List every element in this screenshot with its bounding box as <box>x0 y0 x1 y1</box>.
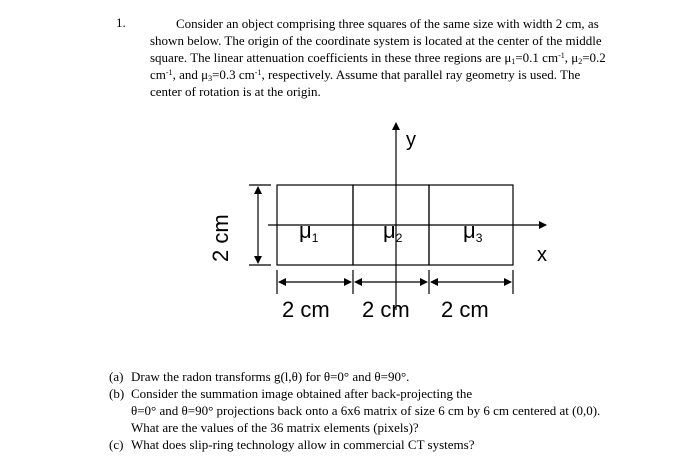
cm-unit: cm <box>150 67 166 82</box>
part-a-text: Draw the radon transforms g(l,θ) for θ=0° and θ=90°. <box>131 369 410 384</box>
width-label-1: 2 cm <box>282 297 330 322</box>
intro-line-2: shown below. The origin of the coordinate system is located at the center of the middle <box>150 33 602 48</box>
mu2-glyph: μ <box>383 218 396 243</box>
part-c-label: (c) <box>109 437 124 452</box>
mu2-value: =0.2 <box>582 50 606 65</box>
intro-line-4-end: , respectively. Assume that parallel ray geometry is used. The <box>261 67 581 82</box>
question-number: 1. <box>116 15 126 30</box>
mu3-sub: 3 <box>475 231 483 245</box>
mu1-subscript: 1 <box>511 57 516 66</box>
mu1-value: =0.1 cm <box>515 50 559 65</box>
mu3-value: =0.3 cm <box>212 67 255 82</box>
mu1-glyph: μ <box>299 218 312 243</box>
mu2-symbol: μ <box>571 50 579 65</box>
mu3-subscript: 3 <box>208 74 213 83</box>
mu1-symbol: μ <box>504 50 512 65</box>
mu3-glyph: μ <box>463 218 476 243</box>
inverse-exponent: -1 <box>254 68 262 77</box>
width-label-3: 2 cm <box>441 297 489 322</box>
intro-line-1: Consider an object comprising three squares of the same size with width 2 cm, as <box>176 16 599 31</box>
part-c-text: What does slip-ring technology allow in commercial CT systems? <box>131 437 475 452</box>
part-a-label: (a) <box>109 369 124 384</box>
y-axis-label: y <box>406 129 416 151</box>
intro-separator-1: , <box>564 50 572 65</box>
inverse-exponent: -1 <box>165 68 173 77</box>
part-c <box>109 436 689 453</box>
width-label-2: 2 cm <box>362 297 410 322</box>
region-label-mu1 <box>299 218 319 245</box>
x-axis-label: x <box>537 244 547 266</box>
part-b-continuation-1: θ=0° and θ=90° projections back onto a 6x6 matrix of size 6 cm by 6 cm centered at (0,0). <box>131 403 601 418</box>
region-label-mu2 <box>383 218 403 245</box>
height-label: 2 cm <box>208 214 233 262</box>
part-b-continuation-2: What are the values of the 36 matrix elements (pixels)? <box>131 420 419 435</box>
mu3-symbol: μ <box>201 67 209 82</box>
intro-line-5: center of rotation is at the origin. <box>150 84 321 99</box>
part-b-label: (b) <box>109 386 125 401</box>
part-b-text: Consider the summation image obtained after back-projecting the <box>131 386 473 401</box>
inverse-exponent: -1 <box>558 51 565 60</box>
intro-separator-2: , and <box>172 67 202 82</box>
region-label-mu3 <box>463 218 483 245</box>
mu2-subscript: 2 <box>578 57 583 66</box>
intro-line-3-text: square. The linear attenuation coefficients in these three regions are <box>150 50 502 65</box>
part-a <box>109 368 689 385</box>
mu2-sub: 2 <box>395 231 403 245</box>
part-b <box>109 385 689 402</box>
question-parts <box>109 368 689 453</box>
mu1-sub: 1 <box>311 231 319 245</box>
